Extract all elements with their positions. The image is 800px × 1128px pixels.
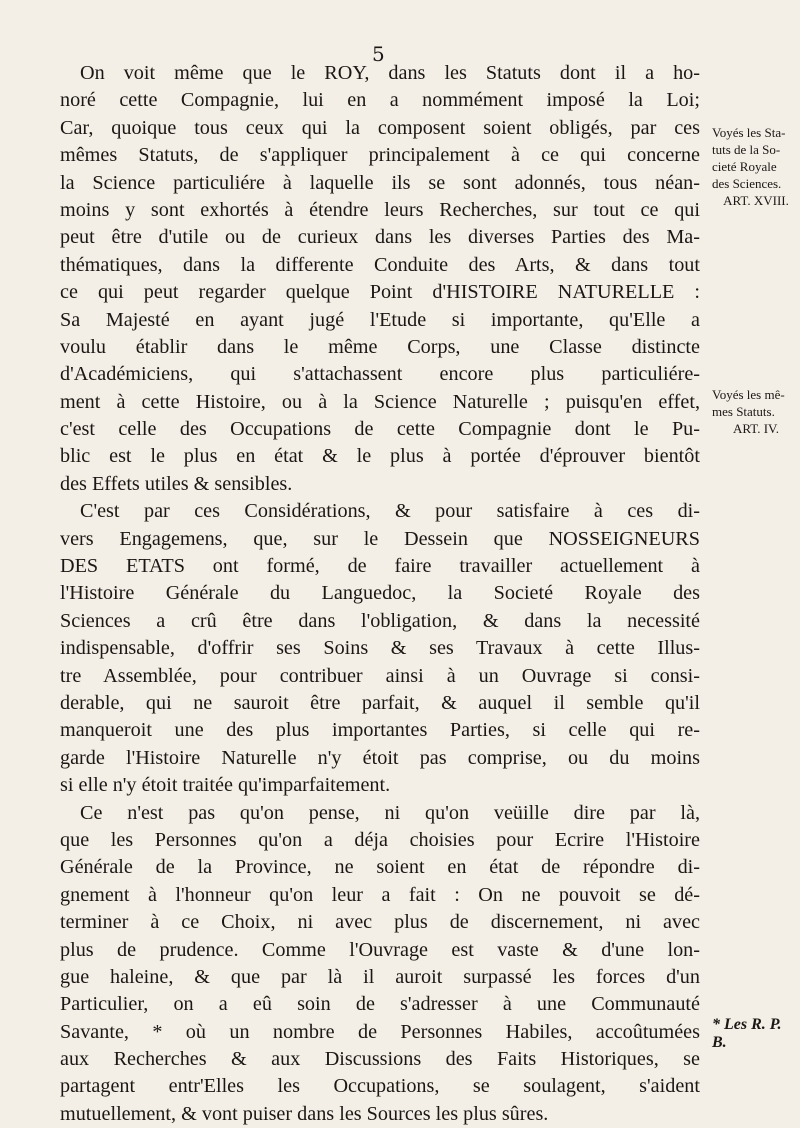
text-line: On voit même que le ROY, dans les Statuts dont il a ho- bbox=[80, 62, 700, 84]
text-line: l'Histoire Générale du Languedoc, la Societé Royale des bbox=[60, 582, 700, 605]
body-text bbox=[60, 60, 700, 1128]
margin-note-same-statutes: Voyés les mê- mes Statuts. ART. IV. bbox=[712, 387, 785, 436]
text-line: C'est par ces Considérations, & pour satisfaire à ces di- bbox=[80, 500, 700, 523]
text-line: voulu établir dans le même Corps, une Classe distincte bbox=[60, 335, 700, 358]
text-line: mêmes Statuts, de s'appliquer principalement à ce qui concerne bbox=[60, 144, 700, 167]
text-line: blic est le plus en état & le plus à portée d'éprouver bientôt bbox=[60, 445, 700, 468]
text-line: Sciences a crû être dans l'obligation, & dans la necessité bbox=[60, 609, 700, 632]
text-line: partagent entr'Elles les Occupations, se soulagent, s'aident bbox=[60, 1075, 700, 1098]
text-line: Générale de la Province, ne soient en état de répondre di- bbox=[60, 856, 700, 879]
text-line: Ce n'est pas qu'on pense, ni qu'on veüille dire par là, bbox=[80, 801, 700, 824]
text-line: terminer à ce Choix, ni avec plus de discernement, ni avec bbox=[60, 911, 700, 934]
text-line: Particulier, on a eû soin de s'adresser à une Communauté bbox=[60, 993, 700, 1016]
text-line: DES ETATS ont formé, de faire travailler actuellement à bbox=[60, 555, 700, 578]
page-number: 5 bbox=[372, 42, 386, 66]
text-line: la Science particuliére à laquelle ils se sont adonnés, tous néan- bbox=[60, 171, 700, 194]
text-line: derable, qui ne sauroit être parfait, & auquel il semble qu'il bbox=[60, 691, 700, 714]
text-line: tre Assemblée, pour contribuer ainsi à un Ouvrage si consi- bbox=[60, 664, 700, 687]
text-line: gue haleine, & que par là il auroit surpassé les forces d'un bbox=[60, 965, 700, 988]
text-line: mutuellement, & vont puiser dans les Sources les plus sûres. bbox=[60, 1102, 549, 1125]
text-line: Sa Majesté en ayant jugé l'Etude si importante, qu'Elle a bbox=[60, 308, 700, 331]
text-line: aux Recherches & aux Discussions des Faits Historiques, se bbox=[60, 1048, 700, 1071]
text-line: thématiques, dans la differente Conduite des Arts, & dans tout bbox=[60, 253, 700, 276]
text-line: si elle n'y étoit traitée qu'imparfaitement. bbox=[60, 774, 391, 797]
text-line: manqueroit une des plus importantes Parties, si celle qui re- bbox=[60, 719, 700, 742]
text-line: Car, quoique tous ceux qui la composent soient obligés, par ces bbox=[60, 116, 700, 139]
text-line: vers Engagemens, que, sur le Dessein que NOSSEIGNEURS bbox=[60, 527, 700, 550]
text-line: garde l'Histoire Naturelle n'y étoit pas comprise, ou du moins bbox=[60, 746, 700, 769]
text-line: que les Personnes qu'on a déja choisies pour Ecrire l'Histoire bbox=[60, 828, 700, 851]
text-line: plus de prudence. Comme l'Ouvrage est vaste & d'une lon- bbox=[60, 938, 700, 961]
text-line: peut être d'utile ou de curieux dans les diverses Parties des Ma- bbox=[60, 226, 700, 249]
text-line: ce qui peut regarder quelque Point d'HISTOIRE NATURELLE : bbox=[60, 281, 700, 304]
text-line: Savante, * où un nombre de Personnes Habiles, accoûtumées bbox=[60, 1020, 700, 1043]
text-line: c'est celle des Occupations de cette Compagnie dont le Pu- bbox=[60, 418, 700, 441]
margin-note-footnote-marker: * Les R. P. B. bbox=[712, 1016, 782, 1051]
text-line: gnement à l'honneur qu'on leur a fait : On ne pouvoit se dé- bbox=[60, 883, 700, 906]
text-line: d'Académiciens, qui s'attachassent encore plus particuliére- bbox=[60, 363, 700, 386]
text-line: ment à cette Histoire, ou à la Science Naturelle ; puisqu'en effet, bbox=[60, 390, 700, 413]
text-line: moins y sont exhortés à étendre leurs Recherches, sur tout ce qui bbox=[60, 198, 700, 221]
margin-note-statutes: Voyés les Sta- tuts de la So- cieté Royale des Sciences. ART. XVIII. bbox=[712, 125, 789, 208]
text-line: noré cette Compagnie, lui en a nommément imposé la Loi; bbox=[60, 89, 700, 112]
text-line: des Effets utiles & sensibles. bbox=[60, 472, 293, 495]
text-line: indispensable, d'offrir ses Soins & ses Travaux à cette Illus- bbox=[60, 637, 700, 660]
